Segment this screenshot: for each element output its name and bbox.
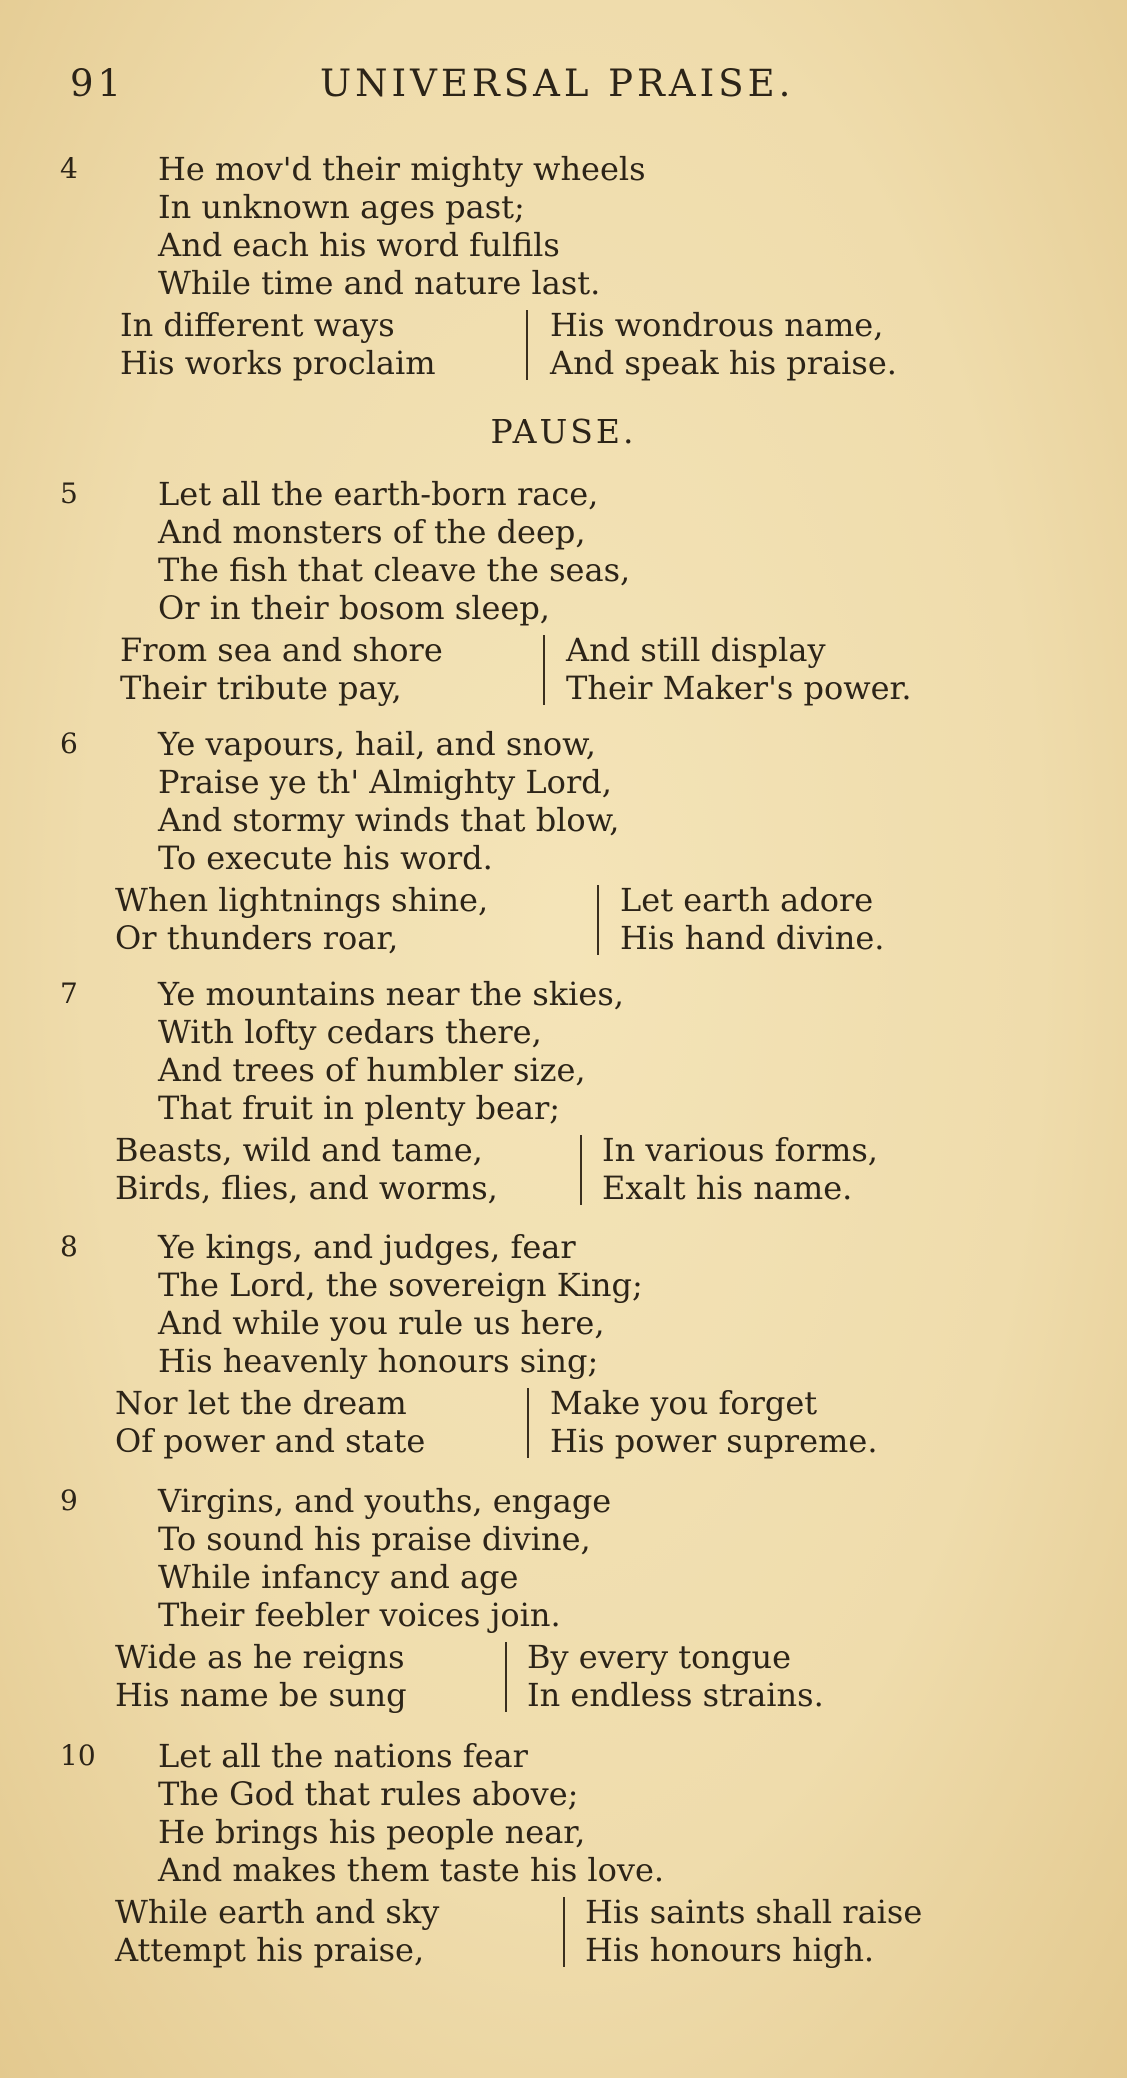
stanza-number: 10 xyxy=(60,1739,96,1772)
verse-line: He mov'd their mighty wheels xyxy=(158,150,646,188)
refrain-line: Beasts, wild and tame, xyxy=(115,1131,483,1169)
running-head xyxy=(70,62,1067,112)
verse-line: While infancy and age xyxy=(158,1558,519,1596)
refrain xyxy=(60,1638,1090,1716)
refrain-divider xyxy=(505,1642,507,1712)
verse-line: Praise ye th' Almighty Lord, xyxy=(158,763,612,801)
stanza-number: 4 xyxy=(60,152,78,185)
refrain-line: And speak his praise. xyxy=(550,344,897,382)
refrain-divider xyxy=(527,1388,529,1458)
stanza-number: 6 xyxy=(60,727,78,760)
refrain-divider xyxy=(563,1897,565,1967)
verse-line: Their feebler voices join. xyxy=(158,1596,561,1634)
verse-line: In unknown ages past; xyxy=(158,188,525,226)
refrain-line: While earth and sky xyxy=(115,1893,440,1931)
refrain-line: In endless strains. xyxy=(527,1676,824,1714)
refrain-line: Let earth adore xyxy=(620,881,874,919)
refrain xyxy=(60,1131,1090,1209)
verse-line: Virgins, and youths, engage xyxy=(158,1482,612,1520)
refrain-line: Wide as he reigns xyxy=(115,1638,405,1676)
refrain-line: In various forms, xyxy=(602,1131,878,1169)
refrain-line: His saints shall raise xyxy=(585,1893,923,1931)
stanza-10 xyxy=(60,1737,1090,1971)
refrain xyxy=(60,306,1090,384)
refrain-line: His hand divine. xyxy=(620,919,885,957)
verse-line: The fish that cleave the seas, xyxy=(158,551,631,589)
verse-line: Ye vapours, hail, and snow, xyxy=(158,725,596,763)
verse-line: That fruit in plenty bear; xyxy=(158,1089,561,1127)
refrain-divider xyxy=(543,635,545,705)
verse-line: To sound his praise divine, xyxy=(158,1520,591,1558)
page-title: UNIVERSAL PRAISE. xyxy=(320,62,795,105)
verse-line: And monsters of the deep, xyxy=(158,513,586,551)
verse-line: And stormy winds that blow, xyxy=(158,801,620,839)
pause-heading: PAUSE. xyxy=(490,412,637,451)
refrain-line: His works proclaim xyxy=(120,344,436,382)
verse-line: Ye mountains near the skies, xyxy=(158,975,624,1013)
refrain-line: From sea and shore xyxy=(120,631,443,669)
refrain xyxy=(60,1384,1090,1462)
stanza-7 xyxy=(60,975,1090,1209)
refrain-line: Make you forget xyxy=(550,1384,818,1422)
refrain-line: Birds, flies, and worms, xyxy=(115,1169,498,1207)
verse-line: And each his word fulfils xyxy=(158,226,560,264)
verse-line: And makes them taste his love. xyxy=(158,1851,665,1889)
refrain-line: And still display xyxy=(566,631,826,669)
refrain-line: His wondrous name, xyxy=(550,306,884,344)
verse-line: The Lord, the sovereign King; xyxy=(158,1266,643,1304)
verse-line: And while you rule us here, xyxy=(158,1304,605,1342)
refrain-line: Attempt his praise, xyxy=(115,1931,425,1969)
stanza-number: 8 xyxy=(60,1230,78,1263)
verse-line: The God that rules above; xyxy=(158,1775,579,1813)
refrain-divider xyxy=(580,1135,582,1205)
refrain-line: Their tribute pay, xyxy=(120,669,402,707)
stanza-6 xyxy=(60,725,1090,959)
refrain xyxy=(60,1893,1090,1971)
refrain-line: Or thunders roar, xyxy=(115,919,399,957)
verse-line: Let all the earth-born race, xyxy=(158,475,599,513)
verse-line: And trees of humbler size, xyxy=(158,1051,586,1089)
refrain-line: When lightnings shine, xyxy=(115,881,489,919)
stanza-5 xyxy=(60,475,1090,709)
refrain-line: In different ways xyxy=(120,306,395,344)
stanza-number: 9 xyxy=(60,1484,78,1517)
refrain xyxy=(60,631,1090,709)
verse-line: To execute his word. xyxy=(158,839,493,877)
refrain-line: His honours high. xyxy=(585,1931,875,1969)
verse-line: Let all the nations fear xyxy=(158,1737,528,1775)
refrain-line: Nor let the dream xyxy=(115,1384,407,1422)
refrain-divider xyxy=(526,310,528,380)
refrain-line: Exalt his name. xyxy=(602,1169,853,1207)
verse-line: Ye kings, and judges, fear xyxy=(158,1228,576,1266)
refrain-line: His power supreme. xyxy=(550,1422,878,1460)
refrain-divider xyxy=(597,885,599,955)
verse-line: Or in their bosom sleep, xyxy=(158,589,550,627)
stanza-number: 5 xyxy=(60,477,78,510)
refrain-line: Their Maker's power. xyxy=(566,669,912,707)
refrain xyxy=(60,881,1090,959)
verse-line: While time and nature last. xyxy=(158,264,601,302)
stanza-number: 7 xyxy=(60,977,78,1010)
page-number: 91 xyxy=(70,62,126,105)
stanza-8 xyxy=(60,1228,1090,1462)
verse-line: With lofty cedars there, xyxy=(158,1013,542,1051)
refrain-line: By every tongue xyxy=(527,1638,792,1676)
verse-line: He brings his people near, xyxy=(158,1813,586,1851)
verse-line: His heavenly honours sing; xyxy=(158,1342,599,1380)
refrain-line: Of power and state xyxy=(115,1422,426,1460)
stanza-9 xyxy=(60,1482,1090,1716)
refrain-line: His name be sung xyxy=(115,1676,407,1714)
stanza-4 xyxy=(60,150,1090,384)
